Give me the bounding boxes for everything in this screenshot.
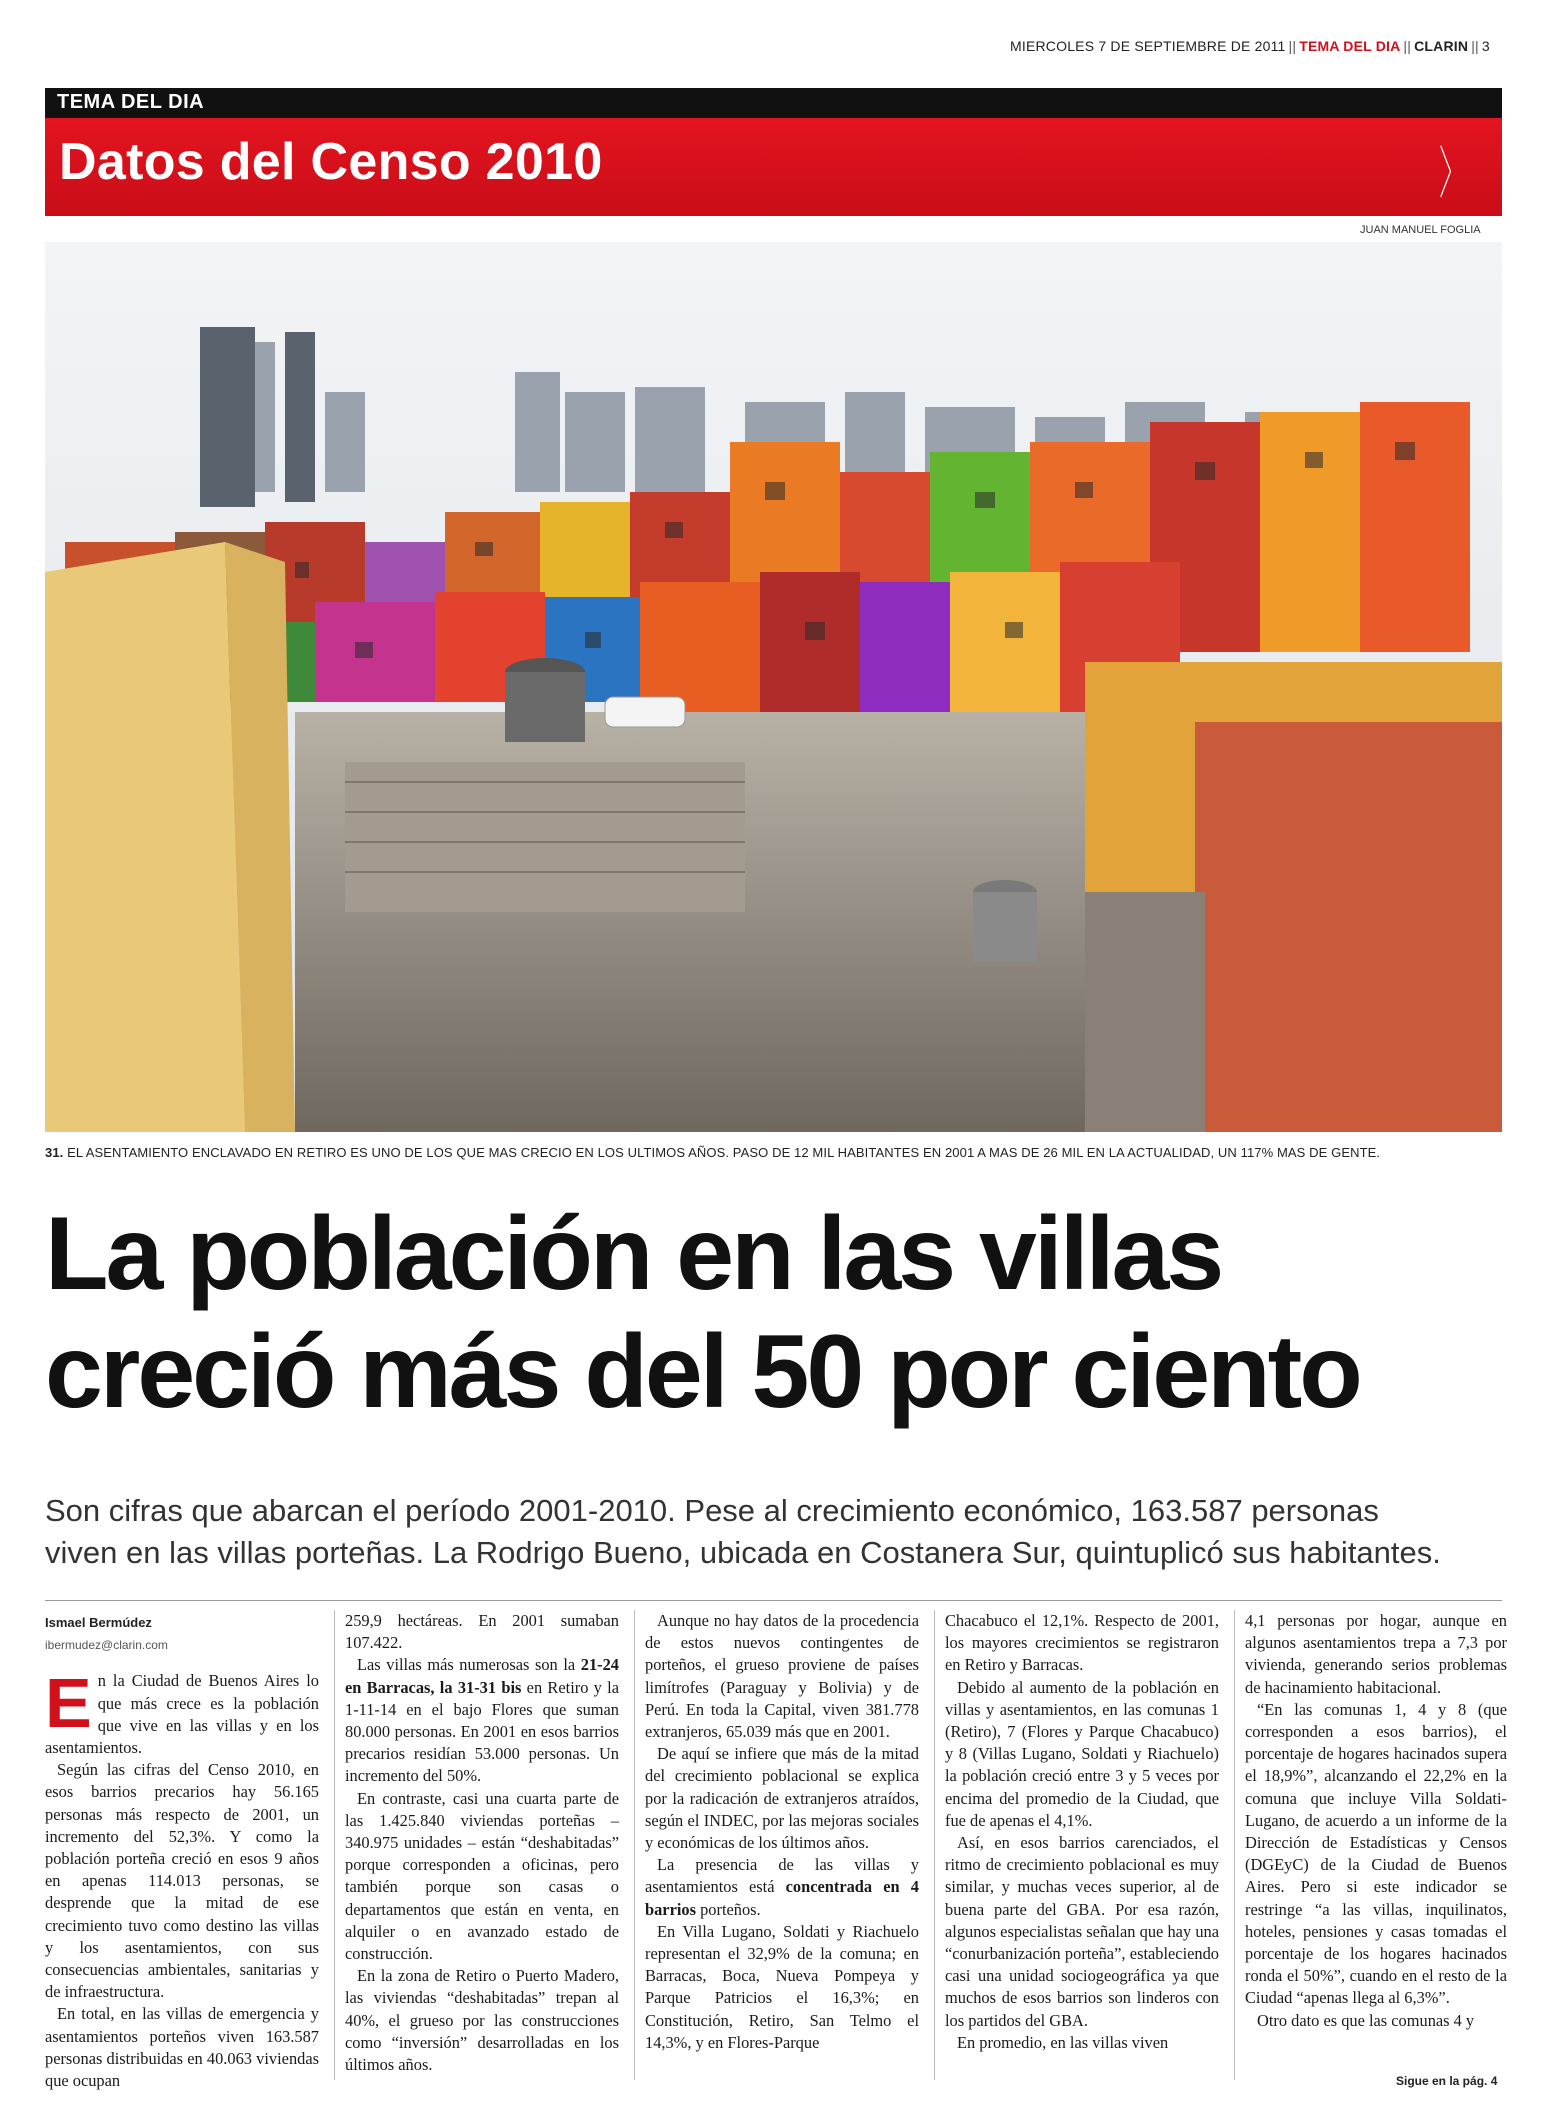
article-column-4 xyxy=(945,1610,1219,2054)
deck xyxy=(45,1490,1515,1574)
headline-line-1: La población en las villas xyxy=(45,1196,1222,1312)
article-column-5 xyxy=(1245,1610,1507,2032)
column-divider xyxy=(334,1610,335,2080)
photo-credit: JUAN MANUEL FOGLIA xyxy=(1360,224,1481,236)
caption-number: 31. xyxy=(45,1145,64,1160)
banner-title: Datos del Censo 2010 xyxy=(59,133,603,191)
article-paragraph xyxy=(645,1854,919,1921)
settlement-photo xyxy=(45,242,1502,1132)
continued-on-page[interactable]: Sigue en la pág. 4 xyxy=(1396,2074,1498,2088)
article-paragraph: En promedio, en las villas viven xyxy=(957,2032,1169,2052)
article-paragraph: De aquí se infiere que más de la mitad del crecimiento poblacional se explica por la radicación de extranjeros atraídos, según el INDEC, por las mejoras sociales y económicas de los últimos años. xyxy=(645,1744,919,1853)
article-paragraph: Según las cifras del Censo 2010, en esos barrios precarios hay 56.165 personas más respecto de 2001, un incremento del 52,3%. Y como la población porteña creció en esos 9 años en apenas 114.013 personas, se desprende que la mitad de ese crecimiento tuvo como destino las villas y los asentamientos, con sus consecuencias ambientales, sanitarias y de infraestructura. xyxy=(45,1760,319,2002)
article-paragraph: Así, en esos barrios carenciados, el ritmo de crecimiento poblacional es muy similar, y muchas veces superior, al de buena parte del GBA. Por esa razón, algunos especialistas señalan que hay una “conurbanización porteña”, estableciendo casi una unidad sociogeográfica ya que muchos de esos barrios son linderos con los partidos del GBA. xyxy=(945,1833,1219,2030)
headline xyxy=(45,1195,1515,1431)
column-divider xyxy=(1234,1610,1235,2080)
article-paragraph: “En las comunas 1, 4 y 8 (que corresponden a esos barrios), el porcentaje de hogares hacinados supera el 18,9%”, alcanzando el 22,2% en la comuna que incluye Villa Soldati-Lugano, de acuerdo a un informe de la Dirección de Estadísticas y Censos (DGEyC) de la Ciudad de Buenos Aires. Pero si este indicador se restringe “a las villas, inquilinatos, hoteles, pensiones y casas tomadas el porcentaje de los hogares hacinados ronda el 50%”, cuando en el resto de la Ciudad “apenas llega al 6,3%”. xyxy=(1245,1699,1507,2008)
paragraph-bold-text: concentrada en 4 barrios xyxy=(645,1877,919,1919)
topic-banner xyxy=(45,118,1502,216)
chevron-right-icon: 〉 xyxy=(1439,142,1465,207)
caption-text: EL ASENTAMIENTO ENCLAVADO EN RETIRO ES UNO DE LOS QUE MAS CRECIO EN LOS ULTIMOS AÑOS. PASO DE 12 MIL HABITANTES EN 2001 A MAS DE 26 MIL EN LA ACTUALIDAD, UN 117% MAS DE GENTE. xyxy=(67,1145,1381,1160)
deck-line-2: viven en las villas porteñas. La Rodrigo Bueno, ubicada en Costanera Sur, quintuplicó sus habitantes. xyxy=(45,1535,1441,1570)
article-paragraph: En la zona de Retiro o Puerto Madero, las viviendas “deshabitadas” trepan al 40%, el grueso por las construcciones como “inversión” desarrolladas en los últimos años. xyxy=(345,1966,619,2075)
article-column-1 xyxy=(45,1610,319,2092)
article-paragraph xyxy=(45,1664,319,1759)
folio-date: MIERCOLES 7 DE SEPTIEMBRE DE 2011 xyxy=(1010,38,1286,54)
byline-author: Ismael Bermúdez xyxy=(45,1615,152,1630)
column-divider xyxy=(934,1610,935,2080)
article-column-3 xyxy=(645,1610,919,2054)
paragraph-text: porteños. xyxy=(696,1899,761,1919)
paragraph-text: en Retiro y la 1-11-14 en el bajo Flores que suman 80.000 personas. En 2001 en esos barrios precarios residían 53.000 personas. Un incremento del 50%. xyxy=(345,1677,619,1786)
folio-paper: CLARIN xyxy=(1414,38,1469,54)
article-paragraph: Chacabuco el 12,1%. Respecto de 2001, los mayores crecimientos se registraron en Retiro y Barracas. xyxy=(945,1611,1219,1675)
paragraph-text: n la Ciudad de Buenos Aires lo que más crece es la población que vive en las villas y en los asentamientos. xyxy=(45,1671,319,1758)
divider xyxy=(45,1600,1502,1601)
article-paragraph: En total, en las villas de emergencia y asentamientos porteños viven 163.587 personas distribuidas en 40.063 viviendas que ocupan xyxy=(45,2004,319,2091)
article-paragraph: Debido al aumento de la población en villas y asentamientos, en las comunas 1 (Retiro), 7 (Flores y Parque Chacabuco) y 8 (Villas Lugano, Soldati y Riachuelo) la población creció entre 3 y 5 veces por encima del promedio de la Ciudad, que fue de apenas el 4,1%. xyxy=(945,1677,1219,1830)
article-paragraph xyxy=(345,1654,619,1787)
folio-page-number: 3 xyxy=(1481,38,1490,54)
paragraph-bold-text: 21-24 en Barracas, la 31-31 bis xyxy=(345,1655,619,1697)
article-paragraph: Aunque no hay datos de la procedencia de estos nuevos contingentes de porteños, el grueso proviene de países limítrofes (Paraguay y Bolivia) y de Perú. En toda la Capital, viven 381.778 extranjeros, 65.039 más que en 2001. xyxy=(645,1611,919,1742)
section-label: TEMA DEL DIA xyxy=(57,91,205,113)
article-paragraph: Otro dato es que las comunas 4 y xyxy=(1257,2010,1475,2030)
byline-email[interactable]: ibermudez@clarin.com xyxy=(45,1638,168,1653)
page-folio: MIERCOLES 7 DE SEPTIEMBRE DE 2011 || TEMA DEL DIA || CLARIN || 3 xyxy=(1010,38,1490,54)
column-divider xyxy=(634,1610,635,2080)
photo-caption xyxy=(45,1145,1502,1160)
article-column-2 xyxy=(345,1610,619,2076)
paragraph-text: La presencia de las villas y asentamientos está xyxy=(645,1855,919,1897)
article-paragraph: En contraste, casi una cuarta parte de las 1.425.840 viviendas porteñas – 340.975 unidades – están “deshabitadas” porque corresponden a oficinas, pero también porque son casas o departamentos que están en venta, en alquiler o en avanzado estado de construcción. xyxy=(345,1788,619,1964)
article-paragraph: En Villa Lugano, Soldati y Riachuelo representan el 32,9% de la comuna; en Barracas, Boca, Nueva Pompeya y Parque Patricios el 16,3%; en Constitución, Retiro, San Telmo el 14,3%, y en Flores-Parque xyxy=(645,1921,919,2052)
article-paragraph: 259,9 hectáreas. En 2001 sumaban 107.422. xyxy=(345,1611,619,1653)
deck-line-1: Son cifras que abarcan el período 2001-2010. Pese al crecimiento económico, 163.587 personas xyxy=(45,1493,1379,1528)
section-bar xyxy=(45,88,1502,118)
folio-section: TEMA DEL DIA xyxy=(1299,38,1401,54)
drop-cap: E xyxy=(45,1664,92,1743)
headline-line-2: creció más del 50 por ciento xyxy=(45,1314,1360,1430)
article-paragraph: 4,1 personas por hogar, aunque en algunos asentamientos trepa a 7,3 por vivienda, generando serios problemas de hacinamiento habitacional. xyxy=(1245,1611,1507,1697)
paragraph-text: Las villas más numerosas son la xyxy=(357,1655,581,1675)
